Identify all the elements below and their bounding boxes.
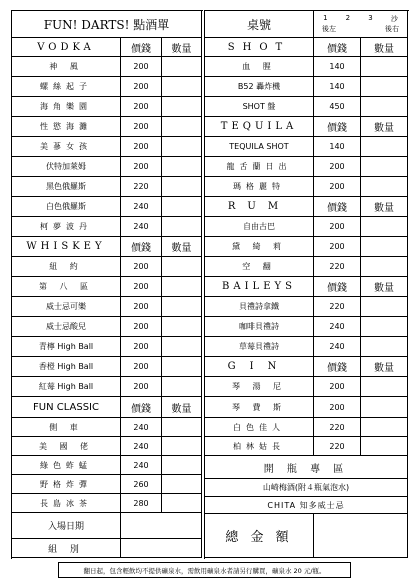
item-price: 140 — [314, 57, 361, 77]
qty-cell[interactable] — [361, 377, 408, 397]
bottle-item[interactable]: CHITA 知多威士忌 — [205, 497, 408, 514]
table-option-back-right[interactable]: 後右 — [385, 25, 399, 33]
item-price: 200 — [121, 337, 162, 357]
section-heading-whiskey: WHISKEY — [12, 237, 121, 257]
qty-cell[interactable] — [361, 137, 408, 157]
qty-cell[interactable] — [361, 297, 408, 317]
qty-cell[interactable] — [162, 494, 202, 513]
qty-cell[interactable] — [361, 77, 408, 97]
item-price: 220 — [314, 257, 361, 277]
item-name: 瑪格麗特 — [205, 177, 314, 197]
item-price: 240 — [121, 456, 162, 475]
item-price: 200 — [121, 257, 162, 277]
qty-cell[interactable] — [361, 397, 408, 418]
item-name: 美蔘女孩 — [12, 137, 121, 157]
qty-cell[interactable] — [162, 297, 202, 317]
qty-cell[interactable] — [361, 257, 408, 277]
section-heading-rum: RUM — [205, 197, 314, 217]
qty-cell[interactable] — [162, 475, 202, 494]
water-notice: 翻日起，包含輕飲均不提供礦泉水，需飲用礦泉水者請另行購買，礦泉水 20 元/瓶。 — [58, 562, 351, 578]
item-price: 220 — [314, 297, 361, 317]
item-name: 青檸 High Ball — [12, 337, 121, 357]
item-price: 200 — [121, 57, 162, 77]
item-price: 140 — [314, 77, 361, 97]
qty-cell[interactable] — [162, 117, 202, 137]
group-field[interactable] — [121, 539, 202, 558]
total-amount-label: 總 金 額 — [205, 514, 314, 558]
item-name: 琴 費 斯 — [205, 397, 314, 418]
qty-header: 數量 — [162, 397, 202, 418]
qty-cell[interactable] — [162, 57, 202, 77]
item-price: 140 — [314, 137, 361, 157]
table-option-sofa[interactable]: 沙 — [390, 15, 398, 23]
section-heading-baileys: BAILEYS — [205, 277, 314, 297]
item-price: 200 — [121, 97, 162, 117]
item-name: 性慾海灘 — [12, 117, 121, 137]
item-price: 200 — [121, 77, 162, 97]
section-heading-fun-classic: FUN CLASSIC — [12, 397, 121, 418]
item-price: 200 — [314, 397, 361, 418]
qty-cell[interactable] — [162, 377, 202, 397]
item-name: 長島冰茶 — [12, 494, 121, 513]
bottle-item[interactable]: 山崎梅酒(附４瓶氣泡水) — [205, 479, 408, 497]
price-header: 價錢 — [314, 38, 361, 57]
qty-cell[interactable] — [361, 97, 408, 117]
item-price: 200 — [314, 217, 361, 237]
item-name: 紅莓 High Ball — [12, 377, 121, 397]
qty-header: 數量 — [361, 197, 408, 217]
item-price: 200 — [314, 377, 361, 397]
section-heading-gin: GIN — [205, 357, 314, 377]
item-name: 威士忌酸兒 — [12, 317, 121, 337]
qty-cell[interactable] — [162, 157, 202, 177]
item-name: 第 八 區 — [12, 277, 121, 297]
item-name: 柯夢波丹 — [12, 217, 121, 237]
entry-date-label: 入場日期 — [12, 513, 121, 539]
group-label: 組 別 — [12, 539, 121, 558]
item-name: 空 翻 — [205, 257, 314, 277]
item-name: 神 風 — [12, 57, 121, 77]
section-heading-vodka: VODKA — [12, 38, 121, 57]
item-price: 200 — [121, 297, 162, 317]
qty-cell[interactable] — [361, 177, 408, 197]
qty-cell[interactable] — [361, 317, 408, 337]
section-heading-tequila: TEQUILA — [205, 117, 314, 137]
item-name: 綠色蚱蜢 — [12, 456, 121, 475]
item-name: 紐 約 — [12, 257, 121, 277]
item-price: 220 — [121, 177, 162, 197]
item-name: 血 腥 — [205, 57, 314, 77]
item-name: SHOT 盤 — [205, 97, 314, 117]
item-price: 200 — [121, 117, 162, 137]
item-name: 香橙 High Ball — [12, 357, 121, 377]
item-name: 咖啡貝禮詩 — [205, 317, 314, 337]
qty-cell[interactable] — [361, 237, 408, 257]
price-header: 價錢 — [121, 237, 162, 257]
qty-cell[interactable] — [361, 437, 408, 456]
qty-header: 數量 — [361, 117, 408, 137]
item-name: 白色佳人 — [205, 418, 314, 437]
item-price: 200 — [121, 137, 162, 157]
item-price: 240 — [121, 418, 162, 437]
qty-cell[interactable] — [162, 317, 202, 337]
qty-cell[interactable] — [162, 277, 202, 297]
qty-cell[interactable] — [162, 177, 202, 197]
item-name: 龍舌蘭日出 — [205, 157, 314, 177]
item-name: 貝禮詩拿鐵 — [205, 297, 314, 317]
left-menu-table — [11, 10, 203, 559]
item-price: 240 — [121, 217, 162, 237]
qty-cell[interactable] — [162, 437, 202, 456]
item-name: 白色俄羅斯 — [12, 197, 121, 217]
item-price: 280 — [121, 494, 162, 513]
item-price: 200 — [121, 357, 162, 377]
item-name: 螺絲起子 — [12, 77, 121, 97]
item-name: B52 轟炸機 — [205, 77, 314, 97]
price-header: 價錢 — [121, 397, 162, 418]
right-menu-table — [204, 10, 409, 559]
item-price: 240 — [314, 317, 361, 337]
item-price: 220 — [314, 418, 361, 437]
section-heading-shot: SHOT — [205, 38, 314, 57]
qty-cell[interactable] — [162, 456, 202, 475]
qty-cell[interactable] — [162, 137, 202, 157]
price-header: 價錢 — [314, 117, 361, 137]
item-price: 200 — [121, 317, 162, 337]
qty-cell[interactable] — [162, 337, 202, 357]
item-price: 240 — [121, 437, 162, 456]
item-price: 200 — [121, 157, 162, 177]
item-price: 200 — [121, 277, 162, 297]
qty-cell[interactable] — [361, 337, 408, 357]
item-price: 450 — [314, 97, 361, 117]
qty-cell[interactable] — [162, 197, 202, 217]
price-header: 價錢 — [314, 277, 361, 297]
item-name: 美 國 佬 — [12, 437, 121, 456]
entry-date-field[interactable] — [121, 513, 202, 539]
item-price: 260 — [121, 475, 162, 494]
qty-cell[interactable] — [361, 57, 408, 77]
item-name: 黑色俄羅斯 — [12, 177, 121, 197]
item-price: 200 — [314, 237, 361, 257]
qty-cell[interactable] — [162, 418, 202, 437]
item-price: 200 — [121, 377, 162, 397]
item-price: 220 — [314, 437, 361, 456]
table-option-back-left[interactable]: 後左 — [322, 25, 336, 33]
qty-cell[interactable] — [162, 97, 202, 117]
qty-cell[interactable] — [162, 217, 202, 237]
price-header: 價錢 — [314, 197, 361, 217]
item-price: 240 — [121, 197, 162, 217]
price-header: 價錢 — [314, 357, 361, 377]
qty-cell[interactable] — [361, 157, 408, 177]
qty-header: 數量 — [361, 357, 408, 377]
item-name: 威士忌可樂 — [12, 297, 121, 317]
item-name: 伏特加萊姆 — [12, 157, 121, 177]
qty-cell[interactable] — [162, 257, 202, 277]
item-price: 200 — [314, 177, 361, 197]
qty-cell[interactable] — [162, 357, 202, 377]
table-options[interactable] — [314, 11, 408, 38]
table-number-label: 桌號 — [205, 11, 314, 38]
item-name: 野格炸彈 — [12, 475, 121, 494]
item-name: 海角樂園 — [12, 97, 121, 117]
item-name: TEQUILA SHOT — [205, 137, 314, 157]
table-option-2[interactable]: 2 — [345, 14, 351, 22]
qty-header: 數量 — [162, 38, 202, 57]
qty-header: 數量 — [361, 38, 408, 57]
item-name: 柏林姑長 — [205, 437, 314, 456]
item-name: 自由古巴 — [205, 217, 314, 237]
item-price: 200 — [314, 157, 361, 177]
qty-cell[interactable] — [361, 217, 408, 237]
table-option-1[interactable]: 1 — [323, 14, 328, 22]
item-price: 240 — [314, 337, 361, 357]
item-name: 黛 綺 莉 — [205, 237, 314, 257]
qty-cell[interactable] — [361, 418, 408, 437]
price-header: 價錢 — [121, 38, 162, 57]
table-option-3[interactable]: 3 — [368, 14, 373, 22]
qty-cell[interactable] — [162, 77, 202, 97]
qty-header: 數量 — [361, 277, 408, 297]
section-heading-bottle: 開 瓶 專 區 — [205, 456, 408, 479]
item-name: 琴 湯 尼 — [205, 377, 314, 397]
item-name: 草莓貝禮詩 — [205, 337, 314, 357]
menu-title: FUN! DARTS! 點酒單 — [12, 11, 202, 38]
qty-header: 數量 — [162, 237, 202, 257]
item-name: 側 車 — [12, 418, 121, 437]
total-amount-field[interactable] — [314, 514, 408, 558]
